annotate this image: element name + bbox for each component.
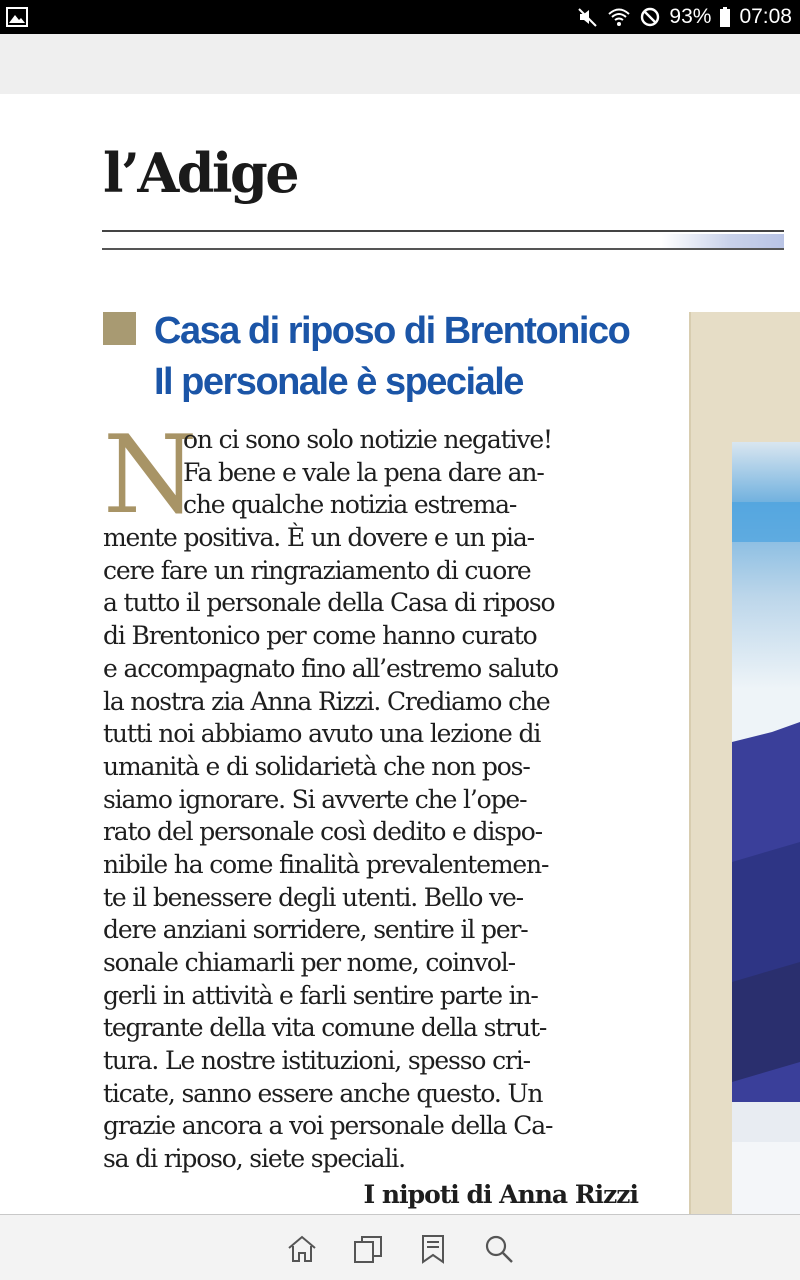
- newspaper-page[interactable]: [0, 94, 800, 1214]
- mute-icon: [577, 6, 599, 28]
- article-line: che qualche notizia estrema-: [183, 490, 517, 520]
- article-body: [103, 413, 641, 1176]
- article-line: ticate, sanno essere anche questo. Un: [103, 1078, 543, 1108]
- masthead-rule: [102, 230, 784, 232]
- article-line: tegrante della vita comune della strut-: [103, 1013, 547, 1043]
- article-line: sa di riposo, siete speciali.: [103, 1144, 405, 1174]
- article-line: cere fare un ringraziamento di cuore: [103, 555, 531, 585]
- adjacent-photo: [732, 442, 800, 1214]
- article-line: on ci sono solo notizie negative!: [183, 425, 552, 454]
- article-line: di Brentonico per come hanno curato: [103, 621, 537, 651]
- masthead-rule-bottom: [102, 248, 784, 250]
- clock: 07:08: [739, 5, 792, 28]
- article-signature: I nipoti di Anna Rizzi: [363, 1180, 638, 1209]
- article-line: la nostra zia Anna Rizzi. Crediamo che: [103, 686, 550, 716]
- status-indicators: [577, 0, 792, 34]
- article-line: nibile ha come finalità prevalentemen-: [103, 849, 549, 879]
- article-line: rato del personale così dedito e dispo-: [103, 817, 542, 847]
- battery-percent: 93%: [669, 5, 712, 28]
- pages-icon[interactable]: [350, 1231, 386, 1267]
- masthead: l’Adige: [103, 141, 298, 205]
- article-headline: [154, 306, 674, 408]
- article-line: mente positiva. È un dovere e un pia-: [103, 523, 534, 553]
- do-not-disturb-icon: [639, 6, 661, 28]
- article-line: dere anziani sorridere, sentire il per-: [103, 915, 528, 945]
- article-line: siamo ignorare. Si avverte che l’ope-: [103, 784, 527, 814]
- article-line: grazie ancora a voi personale della Ca-: [103, 1111, 553, 1141]
- article-line: sonale chiamarli per nome, coinvol-: [103, 948, 515, 977]
- article-line: e accompagnato fino all’estremo saluto: [103, 653, 558, 683]
- article-line: umanità e di solidarietà che non pos-: [103, 751, 530, 781]
- home-icon[interactable]: [284, 1231, 320, 1267]
- bookmark-icon[interactable]: [415, 1231, 451, 1267]
- article-line: tutti noi abbiamo avuto una lezione di: [103, 719, 541, 749]
- article-line: a tutto il personale della Casa di riposo: [103, 588, 555, 618]
- gallery-icon: [6, 7, 28, 33]
- search-icon[interactable]: [481, 1231, 517, 1267]
- bottom-navigation: [0, 1214, 800, 1280]
- battery-icon: [719, 6, 731, 28]
- article-line: te il benessere degli utenti. Bello ve-: [103, 882, 523, 912]
- drop-cap: N: [103, 413, 198, 538]
- status-bar: [0, 0, 800, 34]
- wifi-icon: [607, 6, 631, 28]
- headline-marker: [103, 312, 136, 345]
- article-line: Fa bene e vale la pena dare an-: [183, 457, 544, 487]
- article-line: tura. Le nostre istituzioni, spesso cri-: [103, 1046, 530, 1076]
- masthead-band: [102, 234, 784, 248]
- headline-line: Casa di riposo di Brentonico: [154, 310, 630, 352]
- app-toolbar: [0, 34, 800, 94]
- article-line: gerli in attività e farli sentire parte in-: [103, 980, 538, 1010]
- headline-line: Il personale è speciale: [154, 361, 523, 403]
